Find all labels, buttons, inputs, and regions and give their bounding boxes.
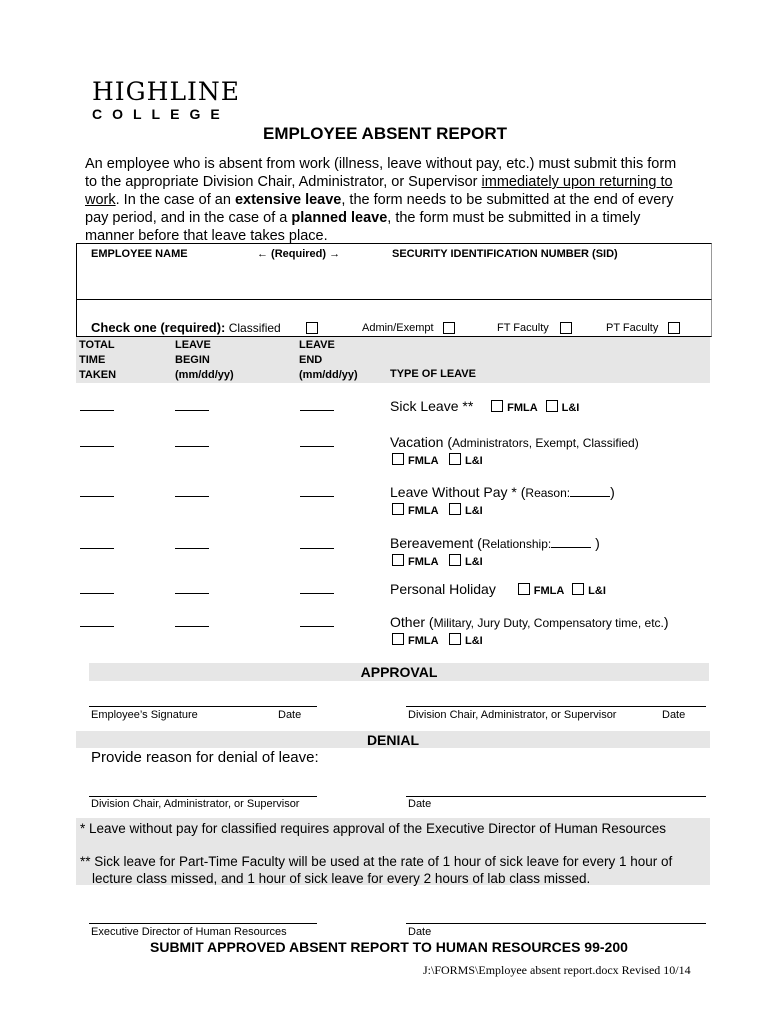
leave-begin-field[interactable]	[175, 626, 209, 627]
lwop-li-checkbox[interactable]	[449, 503, 461, 515]
exec-date-line[interactable]	[406, 923, 706, 924]
col-total-time	[79, 338, 116, 383]
intro-line-4	[85, 209, 676, 227]
leave-end-field[interactable]	[300, 593, 334, 594]
check-one-row	[91, 320, 281, 335]
li-label: L&I	[465, 556, 483, 568]
personal-li-checkbox[interactable]	[572, 583, 584, 595]
denial-reason-label: Provide reason for denial of leave:	[91, 749, 319, 766]
fmla-label: FMLA	[533, 585, 565, 597]
chair-signature-line[interactable]	[406, 706, 706, 707]
approval-chair-date-label: Date	[662, 709, 686, 721]
intro-line-3	[85, 191, 676, 209]
vacation-detail: Administrators, Exempt, Classified)	[452, 436, 639, 450]
bereavement-li-checkbox[interactable]	[449, 554, 461, 566]
intro-bold: planned leave	[291, 210, 388, 226]
approval-date-label: Date	[278, 709, 302, 721]
lwop-row	[390, 484, 615, 500]
admin-exempt-label: Admin/Exempt	[362, 322, 434, 334]
li-label: L&I	[465, 635, 483, 647]
employee-signature-line[interactable]	[89, 706, 317, 707]
lwop-close: )	[610, 484, 615, 500]
leave-begin-field[interactable]	[175, 593, 209, 594]
fmla-label: FMLA	[507, 402, 538, 414]
admin-exempt-checkbox[interactable]	[443, 322, 455, 334]
fmla-label: FMLA	[408, 635, 439, 647]
lwop-fmla-checkbox[interactable]	[392, 503, 404, 515]
denial-chair-signature-line[interactable]	[89, 796, 317, 797]
employee-name-field[interactable]	[80, 264, 380, 294]
file-path: J:\FORMS\Employee absent report.docx Revised 10/14	[423, 963, 691, 977]
col-text: END	[299, 354, 323, 366]
intro-line-1: An employee who is absent from work (illness, leave without pay, etc.) must submit this form	[85, 156, 677, 172]
ft-faculty-checkbox[interactable]	[560, 322, 572, 334]
col-text: (mm/dd/yy)	[299, 369, 358, 381]
personal-holiday-label: Personal Holiday	[390, 581, 496, 597]
note-2-line-2: lecture class missed, and 1 hour of sick leave for every 2 hours of lab class missed.	[92, 871, 591, 886]
fmla-label: FMLA	[408, 455, 439, 467]
col-leave-begin	[175, 338, 234, 383]
submit-instruction: SUBMIT APPROVED ABSENT REPORT TO HUMAN RESOURCES 99-200	[150, 939, 628, 955]
relationship-field[interactable]	[551, 535, 591, 548]
bereavement-checks	[392, 552, 483, 570]
col-text: BEGIN	[175, 354, 210, 366]
sick-leave-label: Sick Leave **	[390, 398, 474, 414]
bereavement-fmla-checkbox[interactable]	[392, 554, 404, 566]
approval-heading: APPROVAL	[360, 664, 438, 680]
intro-line-2	[85, 173, 676, 191]
col-text: TIME	[79, 354, 106, 366]
other-checks	[392, 631, 483, 649]
page-title: EMPLOYEE ABSENT REPORT	[262, 124, 507, 143]
intro-text: , the form needs to be submitted at the end of every	[341, 192, 674, 208]
lwop-checks	[392, 501, 483, 519]
col-text: (mm/dd/yy)	[175, 369, 234, 381]
total-time-field[interactable]	[80, 496, 114, 497]
other-detail: Military, Jury Duty, Compensatory time, etc.	[433, 616, 664, 630]
relationship-label: Relationship:	[481, 537, 552, 551]
intro-underline: immediately upon returning to	[481, 174, 673, 190]
bereavement-label: Bereavement (	[390, 535, 482, 551]
note-1: * Leave without pay for classified requires approval of the Executive Director of Human Resources	[80, 821, 667, 836]
col-text: LEAVE	[299, 339, 335, 351]
denial-date-label: Date	[408, 798, 432, 810]
other-li-checkbox[interactable]	[449, 633, 461, 645]
classified-checkbox[interactable]	[306, 322, 318, 334]
col-text: LEAVE	[175, 339, 211, 351]
leave-begin-field[interactable]	[175, 548, 209, 549]
lwop-reason-field[interactable]	[570, 484, 610, 497]
denial-date-line[interactable]	[406, 796, 706, 797]
vacation-label: Vacation (	[390, 434, 452, 450]
exec-signature-line[interactable]	[89, 923, 317, 924]
leave-end-field[interactable]	[300, 626, 334, 627]
intro-text: . In the case of an	[115, 192, 235, 208]
leave-end-field[interactable]	[300, 496, 334, 497]
approval-chair-label: Division Chair, Administrator, or Supervisor	[408, 709, 617, 721]
col-leave-end	[299, 338, 358, 383]
vacation-checks	[392, 451, 483, 469]
bereavement-close: )	[591, 535, 600, 551]
exec-date-label: Date	[408, 926, 432, 938]
bereavement-row	[390, 535, 600, 551]
lwop-reason-label: Reason:	[525, 486, 571, 500]
leave-end-field[interactable]	[300, 410, 334, 411]
sid-label: SECURITY IDENTIFICATION NUMBER (SID)	[392, 248, 618, 260]
leave-end-field[interactable]	[300, 446, 334, 447]
other-label: Other (	[390, 614, 434, 630]
classified-label: Classified	[228, 321, 281, 335]
check-one-label: Check one (required):	[91, 320, 226, 335]
leave-begin-field[interactable]	[175, 410, 209, 411]
vacation-row	[390, 434, 639, 450]
li-label: L&I	[588, 585, 606, 597]
fmla-label: FMLA	[408, 505, 439, 517]
li-label: L&I	[465, 505, 483, 517]
pt-faculty-label: PT Faculty	[606, 322, 659, 334]
other-fmla-checkbox[interactable]	[392, 633, 404, 645]
sid-field[interactable]	[390, 264, 700, 294]
intro-line-5: manner before that leave takes place.	[85, 228, 328, 244]
lwop-label: Leave Without Pay * (	[390, 484, 526, 500]
pt-faculty-checkbox[interactable]	[668, 322, 680, 334]
sick-li-checkbox[interactable]	[546, 400, 558, 412]
intro-text: to the appropriate Division Chair, Administrator, or Supervisor	[85, 174, 482, 190]
total-time-field[interactable]	[80, 593, 114, 594]
col-type-of-leave: TYPE OF LEAVE	[390, 368, 476, 380]
required-label: ← (Required) →	[257, 248, 341, 260]
personal-holiday-row	[390, 581, 606, 597]
total-time-field[interactable]	[80, 446, 114, 447]
total-time-field[interactable]	[80, 548, 114, 549]
vacation-li-checkbox[interactable]	[449, 453, 461, 465]
intro-text: pay period, and in the case of a	[85, 210, 292, 226]
personal-fmla-checkbox[interactable]	[518, 583, 530, 595]
note-2-line-1: ** Sick leave for Part-Time Faculty will be used at the rate of 1 hour of sick leave for every 1 hour of	[80, 854, 673, 869]
logo-line2: COLLEGE	[92, 106, 230, 122]
total-time-field[interactable]	[80, 410, 114, 411]
intro-text: , the form must be submitted in a timely	[387, 210, 641, 226]
sick-fmla-checkbox[interactable]	[491, 400, 503, 412]
col-text: TOTAL	[79, 339, 115, 351]
vacation-fmla-checkbox[interactable]	[392, 453, 404, 465]
intro-underline: work	[85, 192, 116, 208]
col-text: TAKEN	[79, 369, 117, 381]
logo	[92, 78, 240, 122]
ft-faculty-label: FT Faculty	[497, 322, 549, 334]
sick-leave-row	[390, 398, 579, 414]
fmla-label: FMLA	[408, 556, 439, 568]
exec-label: Executive Director of Human Resources	[91, 926, 287, 938]
denial-heading: DENIAL	[366, 732, 420, 748]
other-close: )	[663, 614, 669, 630]
li-label: L&I	[465, 455, 483, 467]
leave-begin-field[interactable]	[175, 496, 209, 497]
employee-signature-label: Employee’s Signature	[91, 709, 198, 721]
total-time-field[interactable]	[80, 626, 114, 627]
leave-end-field[interactable]	[300, 548, 334, 549]
employee-name-label: EMPLOYEE NAME	[91, 248, 188, 260]
intro-paragraph	[85, 155, 676, 245]
li-label: L&I	[561, 402, 580, 414]
leave-begin-field[interactable]	[175, 446, 209, 447]
note-2	[80, 853, 672, 887]
other-row	[390, 614, 669, 630]
denial-chair-label: Division Chair, Administrator, or Supervisor	[91, 798, 300, 810]
logo-line1: HIGHLINE	[92, 77, 241, 106]
intro-bold: extensive leave	[234, 192, 342, 208]
